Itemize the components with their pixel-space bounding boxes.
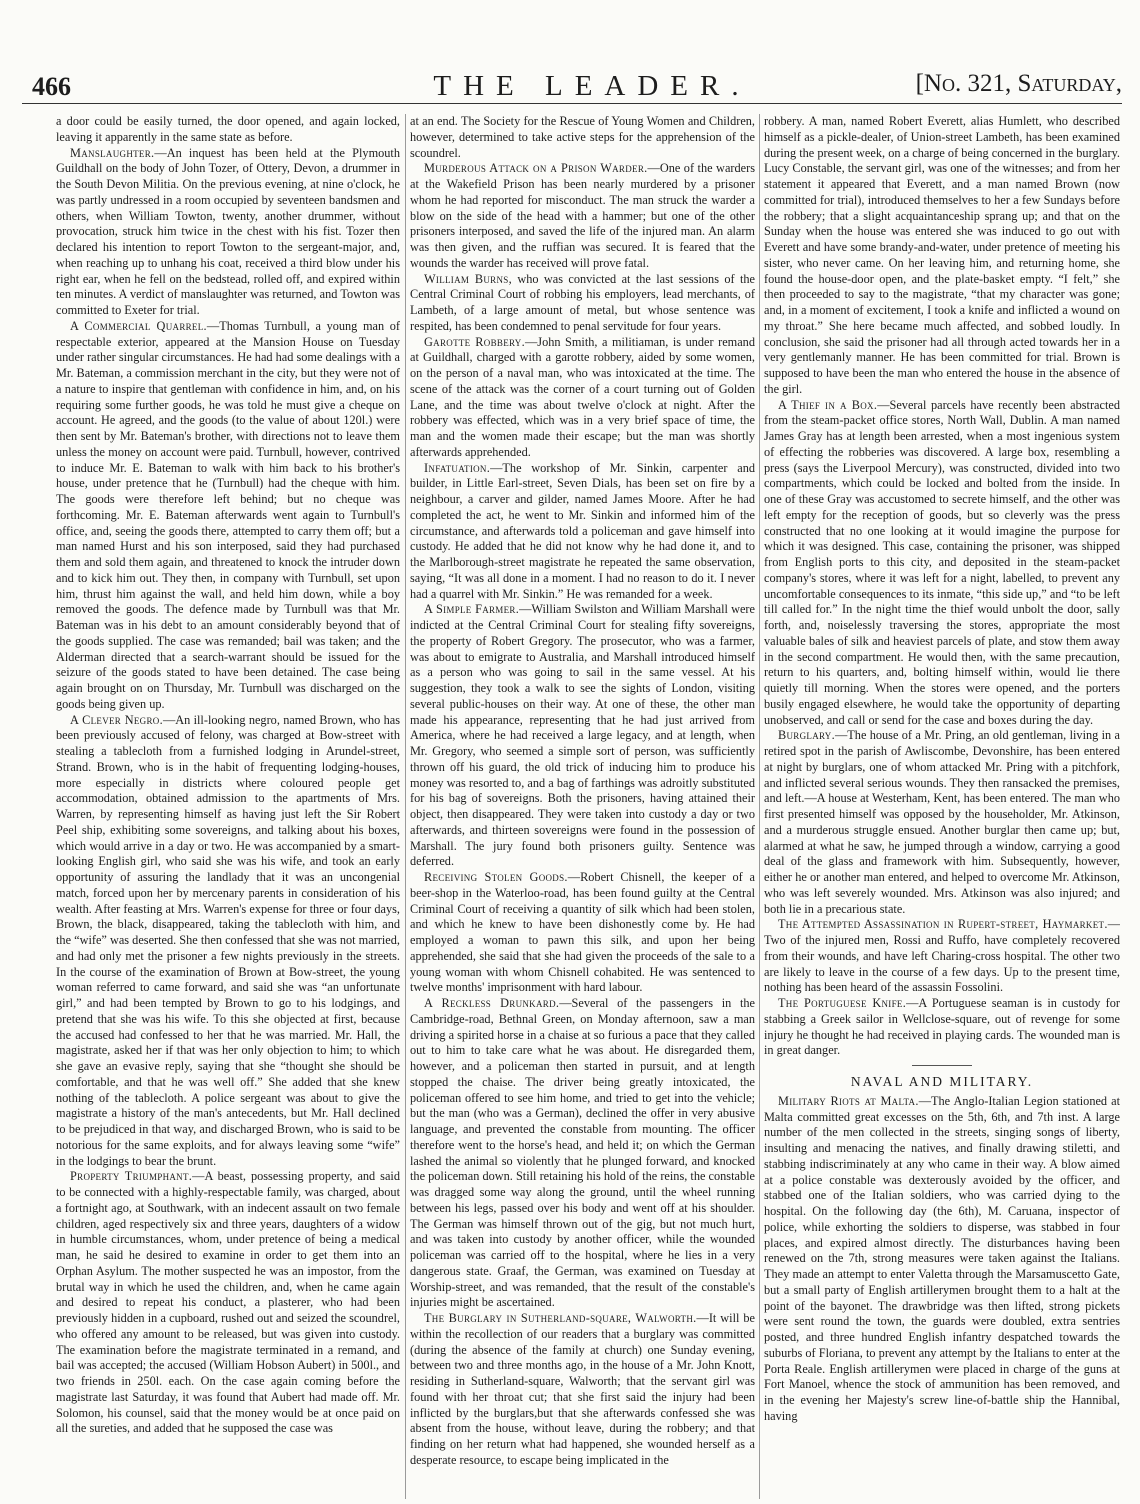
- section-rule: [912, 1065, 972, 1066]
- masthead-rule: [22, 103, 1122, 104]
- article: [410, 1311, 755, 1469]
- article-body: who was convicted at the last sessions of the Central Criminal Court of robbing his employers, lead merchants, of Lambeth, of a large amount of metal, but whose sentence was respited, has been condemned to penal servitude for four years.: [410, 271, 755, 333]
- issue-info: [No. 321, Saturday,: [915, 70, 1122, 97]
- newspaper-title: THE LEADER.: [433, 70, 751, 102]
- masthead: [22, 70, 1122, 104]
- article-body: —William Swilston and William Marshall were indicted at the Central Criminal Court for stealing fifty sovereigns, the property of Robert Gregory. The prosecutor, who was a farmer, was about to emigrate to Australia, and Marshall introduced himself as a person who was going to sail in the same vessel. At his suggestion, they took a walk to see the sights of London, visiting several public-houses on their way. At one of these, the other man made his appearance, representing that he had just arrived from America, where he had received a large legacy, and at length, when Mr. Gregory, who seemed a simple sort of person, was sufficiently thrown off his guard, the old trick of inducing him to produce his money was resorted to, and a bag of farthings was adroitly substituted for his bag of sovereigns. Both the prisoners, having attained their object, then disappeared. They were taken into custody a day or two afterwards, and thirteen sovereigns were found in the possession of Marshall. The jury found both prisoners guilty. Sentence was deferred.: [410, 602, 755, 869]
- article: [56, 146, 400, 319]
- article: [764, 917, 1120, 996]
- article: [410, 114, 755, 161]
- article: [410, 870, 755, 996]
- article-heading: A Simple Farmer.: [424, 602, 520, 617]
- column-3: [764, 114, 1120, 1499]
- article-heading: Infatuation.: [424, 460, 491, 475]
- article: [410, 996, 755, 1311]
- article: [410, 461, 755, 603]
- article-heading: A Thief in a Box.: [778, 397, 878, 412]
- article: [764, 728, 1120, 917]
- article-heading: Garotte Robbery.: [424, 334, 525, 349]
- page-number: 466: [32, 72, 71, 101]
- article-heading: Property Triumphant.: [70, 1169, 193, 1184]
- article: [764, 398, 1120, 729]
- article: [56, 114, 400, 146]
- article-heading: Receiving Stolen Goods.: [424, 870, 568, 884]
- article-body: —The house of a Mr. Pring, an old gentleman, living in a retired spot in the parish of Awliscombe, Devonshire, has been entered at night by burglars, one of whom attacked Mr. Pring with a pitchfork, and inflicted several serious wounds. They then ransacked the premises, and left.—A house at Westerham, Kent, has been entered. The man who first presented himself was opposed by the householder, Mr. Atkinson, and a murderous struggle ensued. Another burglar then came up; but, alarmed at what he saw, he jumped through a window, carrying a good deal of the glass and framework with him. Subsequently, however, either he or another man entered, and helped to overcome Mr. Atkinson, who was left severely wounded. Mrs. Atkinson was also injured; and both lie in a precarious state.: [764, 728, 1120, 916]
- article-heading: A Clever Negro.: [70, 712, 163, 727]
- article-body: —A beast, possessing property, and said to be connected with a highly-respectable family, was charged, about a fortnight ago, at Southwark, with an indecent assault on two female children, aged respectively six and three years, daughters of a widow in humble circumstances, whom, under pretence of being a medical man, he said he desired to examine in order to get them into an Orphan Asylum. The mother suspected he was an impostor, from the brutal way in which he used the children, and, when he came again and desired to repeat his conduct, a plasterer, who had been previously hidden in a cupboard, rushed out and seized the scoundrel, who offered any amount to be released, but was given into custody. The examination before the magistrate terminated in a remand, and bail was accepted; the accused (William Hobson Aubert) in 500l., and two friends in 250l. each. On the case again coming before the magistrate last Saturday, it was found that Aubert had made off. Mr. Solomon, his counsel, said that the money would be at once paid on all the sureties, and added that he supposed the case was: [56, 1169, 400, 1436]
- article-body: —A Portuguese seaman is in custody for stabbing a Greek sailor in Wellclose-square, out of revenge for some injury he thought he had received in playing cards. The wounded man is in great danger.: [764, 996, 1120, 1058]
- column-1: [56, 114, 400, 1499]
- column-divider: [405, 114, 406, 1499]
- article: [56, 319, 400, 713]
- article-body: —One of the warders at the Wakefield Prison has been nearly murdered by a prisoner whom he had reported for misconduct. The man struck the warder a blow on the side of the head with a hammer; but one of the other prisoners interposed, and saved the life of the injured man. An alarm was then given, and the ruffian was secured. It is feared that the wounds the warder has received will prove fatal.: [410, 161, 755, 270]
- article-body: —It will be within the recollection of our readers that a burglary was committed (during the absence of the family at church) one Sunday evening, between two and three months ago, in the house of a Mr. John Knott, residing in Sutherland-square, Walworth; that the servant girl was found with her throat cut; that she first said the injury had been inflicted by the burglars,but that she afterwards confessed she was absent from the house, without leave, during the robbery; and that finding on her return what had happened, she wounded herself as a desperate resource, to escape being implicated in the: [410, 1311, 755, 1467]
- article-heading: Burglary.: [778, 728, 835, 743]
- article: [764, 996, 1120, 1059]
- article-body: —An inquest has been held at the Plymouth Guildhall on the body of John Tozer, of Ottery, Devon, a drummer in the South Devon Militia. On the previous evening, at nine o'clock, he was partly undressed in a room occupied by seventeen bandsmen and others, when William Towton, twenty, another drummer, without provocation, struck him twice in the chest with his fist. Tozer then declared his intention to report Towton to the sergeant-major, and, when reaching up to unhang his coat, received a third blow under his right ear, when he fell on the bedstead, rolled off, and expired within ten minutes. A verdict of manslaughter was returned, and Towton was committed to Exeter for trial.: [56, 145, 400, 317]
- article-heading: A Commercial Quarrel.: [70, 318, 207, 333]
- article-heading: William Burns,: [424, 271, 512, 286]
- article-body: —The workshop of Mr. Sinkin, carpenter and builder, in Little Earl-street, Seven Dials, has been set on fire by a neighbour, a carver and gilder, named James Moore. After he had completed the act, he went to Mr. Sinkin and informed him of the circumstance, and afterwards told a policeman and gave himself into custody. He added that he did not know why he had done it, and to the Marlborough-street magistrate he repeated the same observation, saying, “It was all done in a moment. I had no reason to do it. I never had a quarrel with Mr. Sinkin.” He was remanded for a week.: [410, 460, 755, 601]
- article-military-riots: [764, 1094, 1120, 1425]
- article: [56, 1169, 400, 1437]
- article-body: a door could be easily turned, the door opened, and again locked, leaving it apparently in the same state as before.: [56, 114, 400, 144]
- article-body: —The Anglo-Italian Legion stationed at Malta committed great excesses on the 5th, 6th, and 7th inst. A large number of the men collected in the streets, singing songs of liberty, insulting and menacing the natives, and finally drawing stiletti, and stabbing indiscriminately at any who came in their way. A blow aimed at a police constable was dexterously avoided by the officer, and stabbed one of the Italian soldiers, who was carried dying to the hospital. On the following day (the 6th), M. Caruana, inspector of police, while exhorting the soldiers to disperse, was stabbed in four places, and expired almost directly. The disturbances having been renewed on the 7th, strong measures were taken against the Italians. They made an attempt to enter Valetta through the Marsamuscetto Gate, but a small party of English artillerymen brought them to a halt at the point of the bayonet. The drawbridge was then lifted, strong pickets were sent round the town, the guards were doubled, extra sentries posted, and three hundred English infantry despatched towards the suburbs of Floriana, to prevent any attempt by the Italians to enter at the Porta Reale. English artillerymen were placed in charge of the guns at Fort Manoel, whence the stock of ammunition has been removed, and in the evening her Majesty's screw line-of-battle ship the Hannibal, having: [764, 1093, 1120, 1423]
- article-body: —Robert Chisnell, the keeper of a beer-shop in the Waterloo-road, has been found guilty at the Central Criminal Court of receiving a quantity of silk which had been stolen, and which he knew to have been dishonestly come by. He had employed a woman to pawn this silk, and upon her being apprehended, she said that she had given the proceeds of the sale to a young woman with whom Chisnell cohabited. He was sentenced to twelve months' imprisonment with hard labour.: [410, 870, 755, 995]
- article-heading: Manslaughter.: [70, 145, 155, 160]
- article: [410, 161, 755, 271]
- article-heading: Murderous Attack on a Prison Warder.: [424, 161, 648, 176]
- article-heading: A Reckless Drunkard.: [424, 996, 560, 1010]
- article-body: —An ill-looking negro, named Brown, who has been previously accused of felony, was charged at Bow-street with stealing a tablecloth from a furnished lodging in Arundel-street, Strand. Brown, who is in the habit of frequenting lodging-houses, more especially in districts where coloured people get accommodation, obtained admission to the apartments of Mrs. Warren, by representing himself as having just left the Sir Robert Peel ship, exhibiting some sovereigns, and talking about his boxes, which would arrive in a day or two. He was accompanied by a smart-looking English girl, who said she was his wife, and took an early opportunity of assuring the landlady that it was an uncongenial match, forced upon her by mercenary parents in consideration of his wealth. After feasting at Mrs. Warren's expense for three or four days, Brown, the black, disappeared, taking the tablecloth with him, and the “wife” was deserted. She then confessed that she was not married, and had only met the prisoner a few nights previously in the streets. In the course of the examination of Brown at Bow-street, the young woman referred to came forward, and said she was “an unfortunate girl,” and had been tempted by Brown to go to his lodgings, and pretend that she was his wife. To this she objected at first, because the accused had confessed to her that he was married. Mr. Hall, the magistrate, asked her if that was her only objection to him; to which she gave an evasive reply, saying that she “thought she should be comfortable, and that he was well off.” She added that she knew nothing of the tablecloth. A police sergeant was about to give the magistrate a history of the man's antecedents, but Mr. Hall declined to be prejudiced in that way, and discharged Brown, who is said to be notorious for the same exploits, and for always leaving some “wife” in the lodgings to bear the brunt.: [56, 712, 400, 1168]
- article-heading: Military Riots at Malta.: [778, 1093, 919, 1108]
- article-body: —Two of the injured men, Rossi and Ruffo, have completely recovered from their wounds, and have left Charing-cross hospital. The other two are likely to leave in the course of a few days. Up to the present time, nothing has been heard of the assassin Fossolini.: [764, 917, 1120, 995]
- article: [410, 272, 755, 335]
- column-2: [410, 114, 755, 1499]
- article-body: —Several parcels have recently been abstracted from the steam-packet office stores, North Wall, Dublin. A man named James Gray has at length been arrested, when a most ingenious system of effecting the robberies was discovered. A large box, resembling a press (says the Liverpool Mercury), was constructed, divided into two compartments, which could be locked and bolted from the inside. In one of these Gray was accustomed to secrete himself, and the other was left empty for the reception of goods, but so cleverly was the press constructed that no one looking at it would imagine the purpose for which it was designed. This case, containing the prisoner, was shipped from English ports to this city, and deposited in the steam-packet company's stores, where it was left for a night, labelled, to prevent any uncomfortable consequences to its inmate, “this side up,” and “to be left till called for.” In the night time the thief would unbolt the door, sally forth, and, noiselessly traversing the stores, appropriate the most valuable bales of silk and heaviest parcels of plate, and stow them away in the second compartment. He would then, with the same precaution, return to his quarters, and, bolting himself within, would lie there quietly till morning. When the stores were opened, and the porters busily engaged elsewhere, he would take the opportunity of departing unobserved, and call or send for the case and boxes during the day.: [764, 397, 1120, 727]
- article-heading: The Burglary in Sutherland-square, Walworth.: [424, 1311, 697, 1325]
- section-title-naval: NAVAL AND MILITARY.: [850, 1074, 1034, 1089]
- article-heading: The Portuguese Knife.: [778, 996, 907, 1010]
- article: [410, 335, 755, 461]
- article-body: —Several of the passengers in the Cambridge-road, Bethnal Green, on Monday afternoon, saw a man driving a spirited horse in a chaise at so furious a pace that they called out to him to take care what he was about. He disregarded them, however, and a policeman then started in pursuit, and at length stopped the chaise. The driver being greatly intoxicated, the policeman offered to see him home, and tried to get into the vehicle; but the man (who was a German), declined the offer in very abusive language, and prevented the constable from mounting. The officer therefore went to the horse's head, and held it; on which the German lashed the animal so violently that he plunged forward, and knocked the policeman down. Still retaining his hold of the reins, the constable was dragged some way along the ground, until the wheel running between his legs, passed over his body and went off at his shoulder. The German was himself thrown out of the gig, but not much hurt, and was taken into custody by another officer, while the wounded policeman was carried off to the hospital, where he lies in a very dangerous state. Graaf, the German, was examined on Tuesday at Worship-street, and was remanded, that the result of the constable's injuries might be ascertained.: [410, 996, 755, 1310]
- article-heading: The Attempted Assassination in Rupert-street, Haymarket.: [778, 917, 1108, 932]
- column-3-articles: [764, 114, 1120, 1059]
- article-body: —John Smith, a militiaman, is under remand at Guildhall, charged with a garotte robbery, aided by some women, on the person of a naval man, who was intoxicated at the time. The scene of the attack was the corner of a court turning out of Golden Lane, and the time was about twelve o'clock at night. After the robbery was effected, which was in a very brief space of time, the man and the women made their escape; but the man was shortly afterwards apprehended.: [410, 334, 755, 459]
- article-body: at an end. The Society for the Rescue of Young Women and Children, however, determined to take active steps for the apprehension of the scoundrel.: [410, 114, 755, 160]
- article: [410, 602, 755, 870]
- article: [56, 713, 400, 1170]
- column-divider: [759, 114, 760, 1499]
- article-body: —Thomas Turnbull, a young man of respectable exterior, appeared at the Mansion House on Tuesday under rather singular circumstances. He had had some dealings with a Mr. Bateman, a commission merchant in the city, but they were not of a nature to inspire that gentleman with confidence in him, and, on his requiring some further goods, he was told he must give a cheque on account. He agreed, and the goods (to the value of about 120l.) were then sent by Mr. Bateman's brother, with directions not to leave them unless the money on account were paid. Turnbull, however, contrived to induce Mr. E. Bateman to walk with him back to his brother's house, under pretence that he (Turnbull) had the cheque with him. The goods were therefore left behind; but no cheque was forthcoming. Mr. E. Bateman afterwards went again to Turnbull's office, and, seeing the goods there, attempted to carry them off; but a man named Hurst and his son interposed, said they had purchased them and sold them again, and threatened to knock the intruder down and to kick him out. They then, in company with Turnbull, set upon him, thrust him against the wall, and held him down, while a boy removed the goods. The defence made by Turnbull was that Mr. Bateman was in his debt to an amount considerably beyond that of the goods supplied. The case was remanded; bail was taken; and the Alderman directed that a search-warrant should be issued for the seizure of the goods stated to have been detained. The case being again brought on on Thursday, Mr. Turnbull was discharged on the goods being given up.: [56, 318, 400, 711]
- article-body: robbery. A man, named Robert Everett, alias Humlett, who described himself as a pickle-dealer, of Union-street Lambeth, has been examined during the present week, on a charge of being concerned in the burglary. Lucy Constable, the servant girl, was one of the witnesses; and from her statement it appeared that Everett, and a man named Brown (now committed for trial), introduced themselves to her a few Sundays before the robbery; that a slight acquaintanceship sprang up; and that on the Sunday when the house was entered she was induced to go out with Everett and have some brandy-and-water, under pretence of meeting his sister, who never came. On her leaving him, and returning home, she found the house-door open, and the plate-basket empty. “I felt,” she then proceeded to say to the magistrate, “that my character was gone; and, in a moment of excitement, I took a knife and inflicted a wound on my throat.” She here became much affected, and sobbed loudly. In conclusion, she said the prisoner had all through acted towards her in a very gentlemanly manner. He has been committed for trial. Brown is supposed to have been the man who entered the house in the absence of the girl.: [764, 114, 1120, 396]
- article: [764, 114, 1120, 398]
